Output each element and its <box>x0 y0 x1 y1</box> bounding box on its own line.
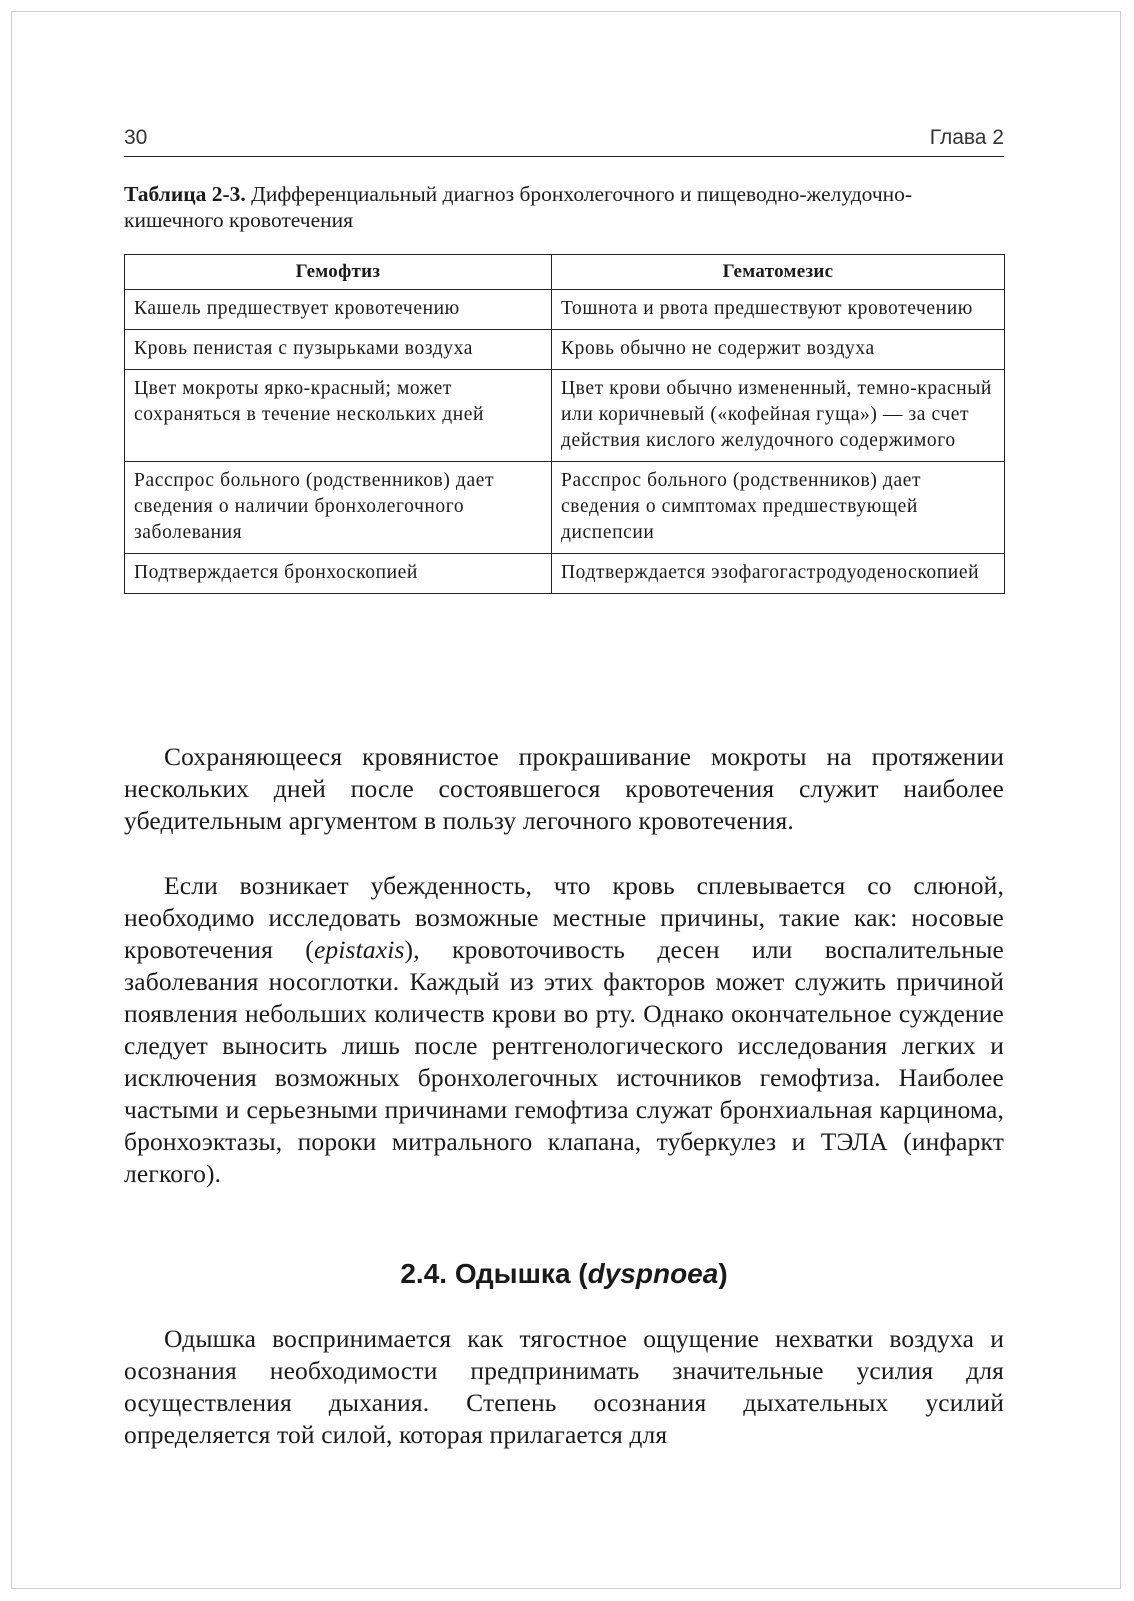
paragraph-text: Одышка воспринимается как тягостное ощущение нехватки воздуха и осознания необходимости предпринимать значительные усилия для осуществления дыхания. Степень осознания дыхательных усилий определяется той силой, которая прилагается для <box>124 1324 1004 1449</box>
section-heading <box>124 1258 1004 1290</box>
section-heading-part: 2.4. Одышка ( <box>400 1258 588 1289</box>
paragraph <box>124 1323 1004 1451</box>
diagnosis-table <box>124 254 1004 594</box>
page-number: 30 <box>124 126 148 149</box>
chapter-label: Глава 2 <box>929 126 1004 149</box>
table-row <box>125 330 1005 370</box>
table-caption-label: Таблица 2-3. <box>124 182 246 206</box>
table-cell: Тошнота и рвота предшествуют кровотечению <box>552 290 1005 330</box>
running-header <box>124 122 1004 157</box>
table-cell: Подтверждается эзофагогастродуоденоскопией <box>552 554 1005 594</box>
table-caption <box>124 181 1004 233</box>
table-row <box>125 290 1005 330</box>
paragraph-text-part: Если возникает убежденность, что кровь сплевывается со слюной, необходимо исследовать возможные местные причины, такие как: носовые кровотечения ( <box>124 871 1004 964</box>
table-cell: Цвет мокроты ярко-красный; может сохраняться в течение нескольких дней <box>125 370 552 462</box>
table-header-cell: Гемофтиз <box>125 255 552 290</box>
table-row <box>125 554 1005 594</box>
paragraph-text: Сохраняющееся кровянистое прокрашивание мокроты на протяжении нескольких дней после состоявшегося кровотечения служит наиболее убедительным аргументом в пользу легочного кровотечения. <box>124 742 1004 835</box>
table-cell: Кровь обычно не содержит воздуха <box>552 330 1005 370</box>
table-cell: Расспрос больного (родственников) дает сведения о симптомах предшествующей диспепсии <box>552 462 1005 554</box>
table-cell: Расспрос больного (родственников) дает сведения о наличии бронхолегочного заболевания <box>125 462 552 554</box>
table-row <box>125 370 1005 462</box>
paragraph <box>124 741 1004 837</box>
table-cell: Кровь пенистая с пузырьками воздуха <box>125 330 552 370</box>
table-caption-text: Дифференциальный диагноз бронхолегочного и пищеводно-желудочно-кишечного кровотечения <box>124 182 913 232</box>
paragraph <box>124 870 1004 1190</box>
table-cell: Цвет крови обычно измененный, темно-красный или коричневый («кофейная гуща») — за счет действия кислого желудочного содержимого <box>552 370 1005 462</box>
table-row <box>125 462 1005 554</box>
latin-term: epistaxis <box>313 935 405 964</box>
paragraph-text <box>124 870 1004 1190</box>
table-header-row <box>125 255 1005 290</box>
paragraph-text-part: ), кровоточивость десен или воспалительные заболевания носоглотки. Каждый из этих факторов может служить причиной появления небольших количеств крови во рту. Однако окончательное суждение следует выносить лишь после рентгенологического исследования легких и исключения возможных бронхолегочных источников гемофтиза. Наиболее частыми и серьезными причинами гемофтиза служат бронхиальная карцинома, бронхоэктазы, пороки митрального клапана, туберкулез и ТЭЛА (инфаркт легкого). <box>124 935 1004 1188</box>
table-cell: Подтверждается бронхоскопией <box>125 554 552 594</box>
section-heading-part: ) <box>718 1258 728 1289</box>
table-header-cell: Гематомезис <box>552 255 1005 290</box>
table-cell: Кашель предшествует кровотечению <box>125 290 552 330</box>
section-heading-latin: dyspnoea <box>587 1258 719 1289</box>
